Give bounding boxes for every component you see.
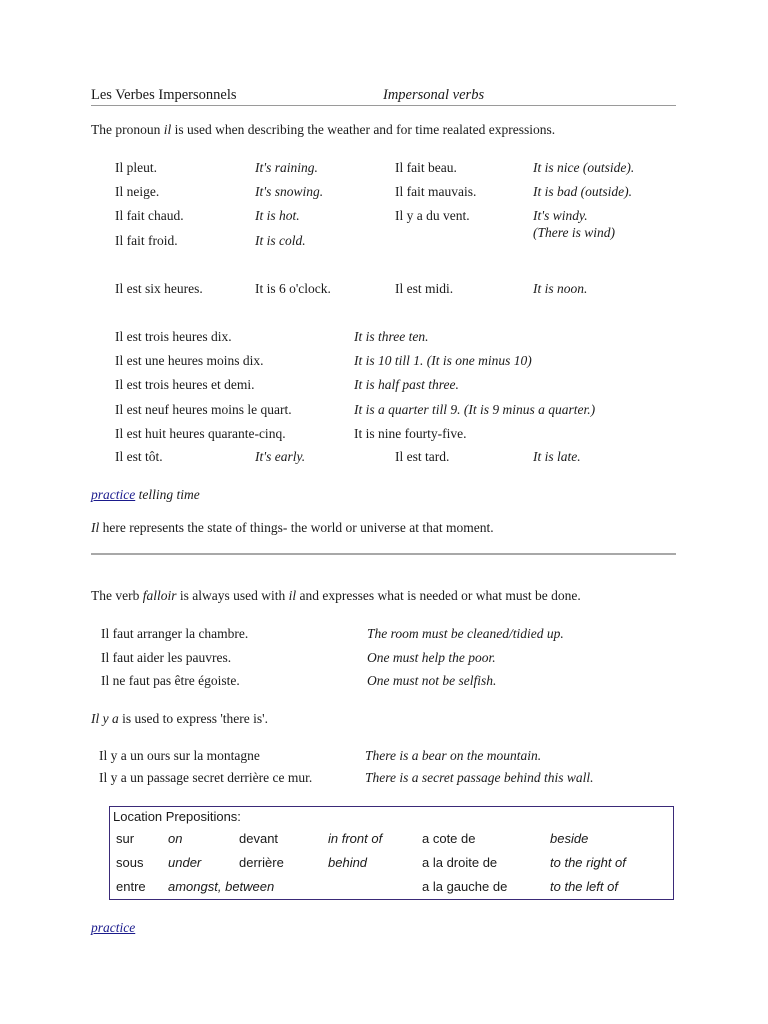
time-en: It is half past three. xyxy=(354,377,459,392)
falloir-fr: Il faut arranger la chambre. xyxy=(101,626,249,641)
ilya-fr: Il y a un passage secret derrière ce mur. xyxy=(99,770,313,785)
header-rule xyxy=(91,105,676,106)
time-fr: Il est une heures moins dix. xyxy=(115,353,264,368)
practice-time-link[interactable]: practice xyxy=(91,487,136,502)
prep-fr: sur xyxy=(116,831,135,846)
prep-fr: devant xyxy=(239,831,279,846)
prep-en: to the right of xyxy=(550,855,626,870)
practice-time-line: practice telling time xyxy=(91,487,200,502)
prep-fr: derrière xyxy=(239,855,284,870)
weather-en: It's windy. xyxy=(533,208,588,223)
prep-fr: a la gauche de xyxy=(422,879,508,894)
time-en: It is a quarter till 9. (It is 9 minus a quarter.) xyxy=(354,402,596,417)
time-fr: Il est trois heures dix. xyxy=(115,329,232,344)
prep-en: amongst, between xyxy=(168,879,275,894)
weather-en: It's snowing. xyxy=(255,184,324,199)
weather-fr: Il fait mauvais. xyxy=(395,184,477,199)
early-fr: Il est tôt. xyxy=(115,449,163,464)
prep-fr: a la droite de xyxy=(422,855,498,870)
weather-en: It is nice (outside). xyxy=(533,160,635,175)
weather-fr: Il pleut. xyxy=(115,160,157,175)
prep-en: to the left of xyxy=(550,879,618,894)
prep-fr: entre xyxy=(116,879,146,894)
prep-fr: a cote de xyxy=(422,831,476,846)
weather-en: It is bad (outside). xyxy=(533,184,632,199)
weather-fr: Il fait froid. xyxy=(115,233,178,248)
falloir-en: The room must be cleaned/tidied up. xyxy=(367,626,564,641)
page-title: Les Verbes Impersonnels xyxy=(91,87,237,103)
time-en: It is nine fourty-five. xyxy=(354,426,467,441)
weather-fr: Il neige. xyxy=(115,184,160,199)
ilya-en: There is a bear on the mountain. xyxy=(365,748,542,763)
prep-en: in front of xyxy=(328,831,383,846)
weather-fr: Il fait chaud. xyxy=(115,208,184,223)
weather-fr: Il fait beau. xyxy=(395,160,457,175)
time-fr: Il est six heures. xyxy=(115,281,203,296)
falloir-paragraph: The verb falloir is always used with il and expresses what is needed or what must be done. xyxy=(91,588,581,603)
late-en: It is late. xyxy=(533,449,581,464)
ilya-paragraph: Il y a is used to express 'there is'. xyxy=(91,711,268,726)
time-en: It is three ten. xyxy=(354,329,429,344)
time-fr: Il est trois heures et demi. xyxy=(115,377,255,392)
prep-en: behind xyxy=(328,855,368,870)
time-en: It is noon. xyxy=(533,281,588,296)
time-fr: Il est huit heures quarante-cinq. xyxy=(115,426,286,441)
time-fr: Il est neuf heures moins le quart. xyxy=(115,402,292,417)
prep-en: on xyxy=(168,831,183,846)
time-en: It is 10 till 1. (It is one minus 10) xyxy=(354,353,532,368)
prep-en: under xyxy=(168,855,202,870)
weather-en: It is cold. xyxy=(255,233,306,248)
weather-en: It's raining. xyxy=(255,160,318,175)
prep-en: beside xyxy=(550,831,589,846)
prepositions-heading: Location Prepositions: xyxy=(113,809,241,824)
ilya-fr: Il y a un ours sur la montagne xyxy=(99,748,260,763)
falloir-en: One must not be selfish. xyxy=(367,673,497,688)
early-en: It's early. xyxy=(255,449,306,464)
page-title-english: Impersonal verbs xyxy=(383,87,485,103)
ilya-en: There is a secret passage behind this wall. xyxy=(365,770,594,785)
weather-en: It is hot. xyxy=(255,208,300,223)
intro-paragraph: The pronoun il is used when describing the weather and for time realated expressions. xyxy=(91,122,556,137)
section-divider xyxy=(91,553,676,555)
falloir-fr: Il ne faut pas être égoiste. xyxy=(101,673,240,688)
il-state-paragraph: Il here represents the state of things- the world or universe at that moment. xyxy=(91,520,494,535)
falloir-fr: Il faut aider les pauvres. xyxy=(101,650,232,665)
time-fr: Il est midi. xyxy=(395,281,454,296)
prep-fr: sous xyxy=(116,855,144,870)
falloir-en: One must help the poor. xyxy=(367,650,496,665)
late-fr: Il est tard. xyxy=(395,449,450,464)
weather-fr: Il y a du vent. xyxy=(395,208,470,223)
time-en: It is 6 o'clock. xyxy=(255,281,331,296)
practice-link[interactable]: practice xyxy=(91,920,136,935)
weather-en: (There is wind) xyxy=(533,225,615,240)
